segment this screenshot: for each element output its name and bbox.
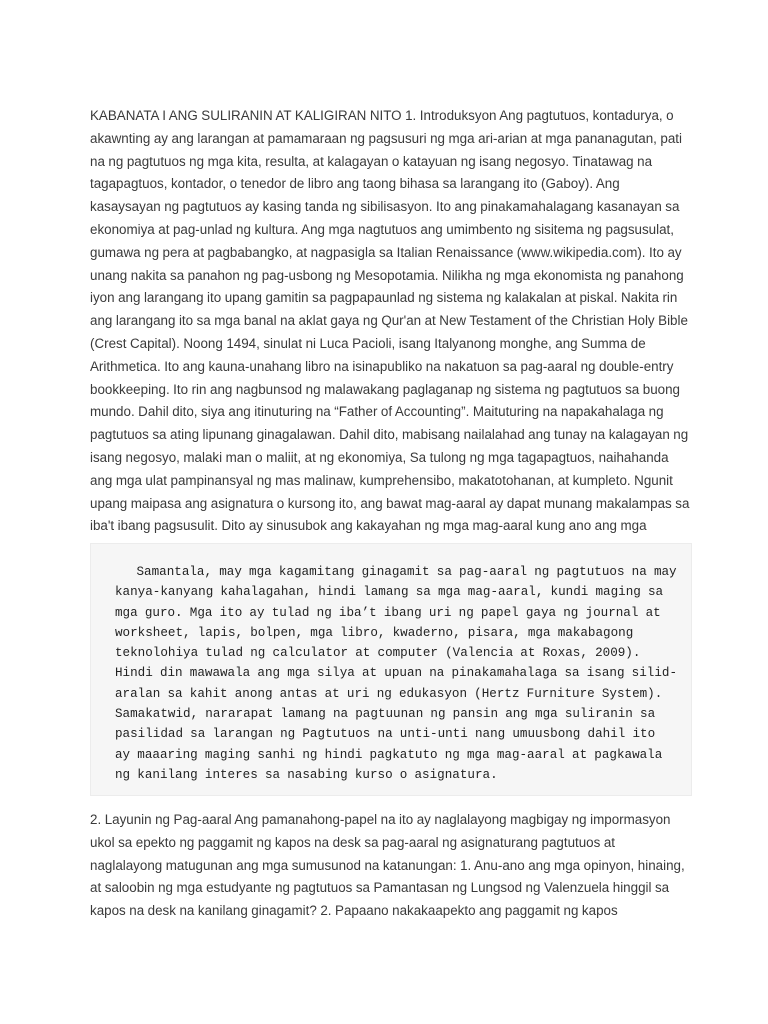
intro-paragraph: KABANATA I ANG SULIRANIN AT KALIGIRAN NITO 1. Introduksyon Ang pagtutuos, kontadurya, o akawnting ay ang larangan at pamamaraan ng pagsusuri ng mga ari-arian at mga pananagutan, pati na ng pagtutuos ng mga kita, resulta, at kalagayan o katayuan ng isang negosyo. Tinatawag na tagapagtuos, kontador, o tenedor de libro ang taong bihasa sa larangang ito (Gaboy). Ang kasaysayan ng pagtutuos ay kasing tanda ng sibilisasyon. Ito ang pinakamahalagang kasanayan sa ekonomiya at pag-unlad ng kultura. Ang mga nagtutuos ang umimbento ng sisitema ng pagsusulat, gumawa ng pera at pagbabangko, at nagpasigla sa Italian Renaissance (www.wikipedia.com). Ito ay unang nakita sa panahon ng pag-usbong ng Mesopotamia. Nilikha ng mga ekonomista ng panahong iyon ang larangang ito upang gamitin sa pagpapaunlad ng sistema ng kalakalan at piskal. Nakita rin ang larangang ito sa mga banal na aklat gaya ng Qur'an at New Testament of the Christian Holy Bible (Crest Capital). Noong 1494, sinulat ni Luca Pacioli, isang Italyanong monghe, ang Summa de Arithmetica. Ito ang kauna-unahang libro na isinapubliko na nakatuon sa pag-aaral ng double-entry bookkeeping. Ito rin ang nagbunsod ng malawakang paglaganap ng sistema ng pagtutuos sa buong mundo. Dahil dito, siya ang itinuturing na “Father of Accounting”. Maituturing na napakahalaga ng pagtutuos sa ating lipunang ginagalawan. Dahil dito, mabisang nailalahad ang tunay na kalagayan ng isang negosyo, malaki man o maliit, at ng ekonomiya, Sa tulong ng mga tagapagtuos, naihahanda ang mga ulat pampinansyal ng mas malinaw, kumprehensibo, makatotohanan, at kumpleto. Ngunit upang maipasa ang asignatura o kursong ito, ang bawat mag-aaral ay dapat munang makalampas sa iba't ibang pagsusulit. Dito ay sinusubok ang kakayahan ng mga mag-aaral kung ano ang mga (90, 108, 690, 534)
objectives-paragraph: 2. Layunin ng Pag-aaral Ang pamanahong-papel na ito ay naglalayong magbigay ng impormasyon ukol sa epekto ng paggamit ng kapos na desk sa pag-aaral ng asignaturang pagtutuos at naglalayong matugunan ang mga sumusunod na katanungan: 1. Anu-ano ang mga opinyon, hinaing, at saloobin ng mga estudyante ng pagtutuos sa Pamantasan ng Lungsod ng Valenzuela hinggil sa kapos na desk na kanilang ginagamit? 2. Papaano nakakaapekto ang paggamit ng kapos (90, 812, 685, 919)
code-block-text: Samantala, may mga kagamitang ginagamit sa pag-aaral ng pagtutuos na may kanya-kanyang kahalagahan, hindi lamang sa mga mag-aaral, kundi maging sa mga guro. Mga ito ay tulad ng iba’t ibang uri ng papel gaya ng journal at worksheet, lapis, bolpen, mga libro, kwaderno, pisara, mga makabagong teknolohiya tulad ng calculator at computer (Valencia at Roxas, 2009). Hindi din mawawala ang mga silya at upuan na pinakamahalaga sa isang silid-aralan sa kahit anong antas at uri ng edukasyon (Hertz Furniture System). Samakatwid, nararapat lamang na pagtuunan ng pansin ang mga suliranin sa pasilidad sa larangan ng Pagtutuos na unti-unti nang umuusbong dahil ito ay maaaring maging sanhi ng hindi pagkatuto ng mga mag-aaral at pagkawala ng kanilang interes sa nasabing kurso o asignatura. (115, 565, 678, 782)
code-block (90, 543, 692, 796)
